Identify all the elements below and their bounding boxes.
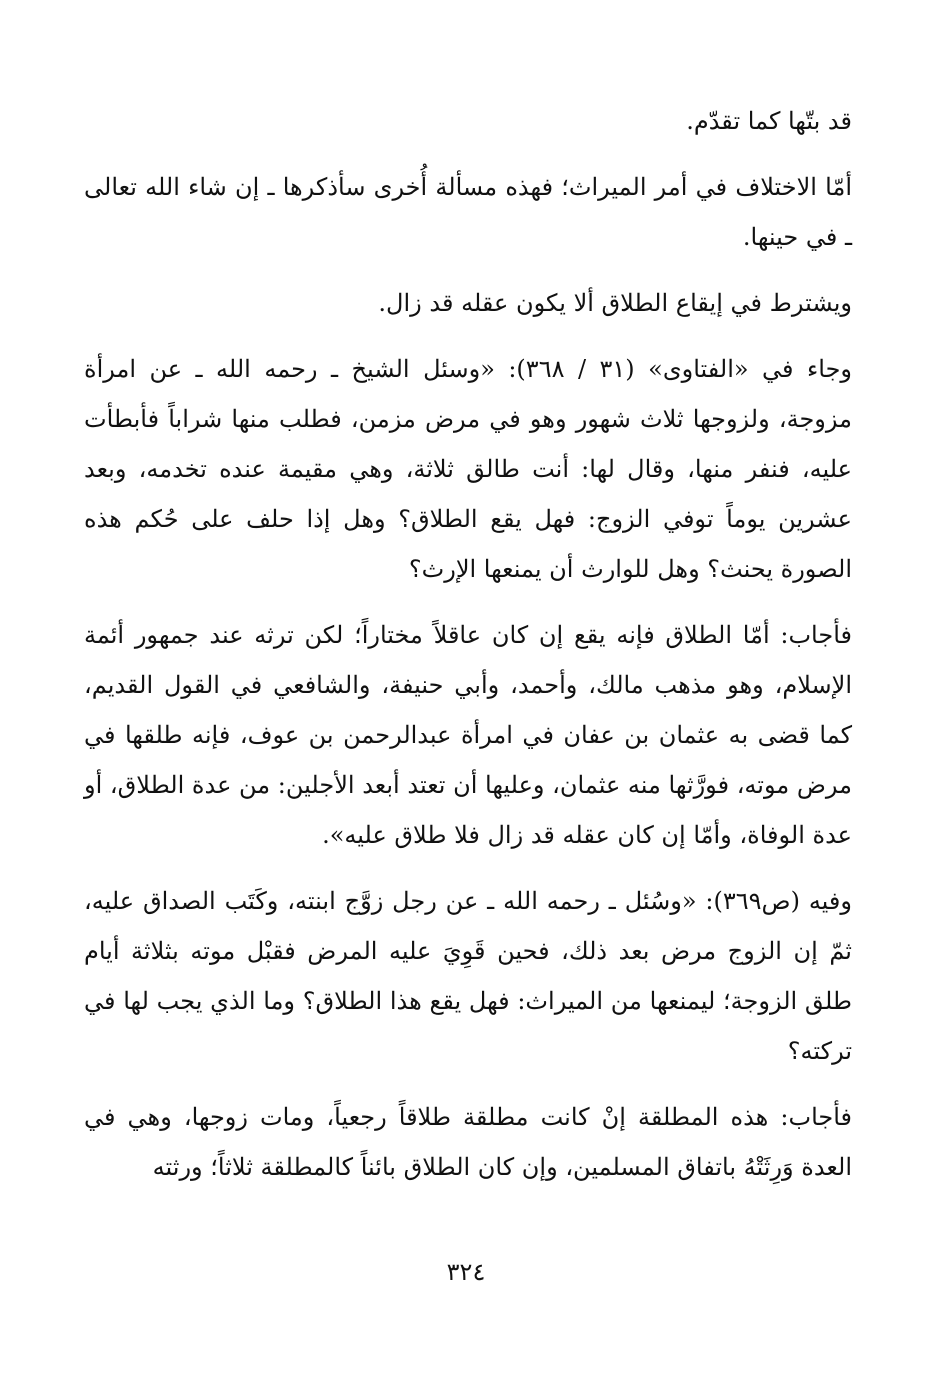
paragraph-6: وفيه (ص٣٦٩): «وسُئل ـ رحمه الله ـ عن رجل زوَّج ابنته، وكَتَب الصداق عليه، ثمّ إن الزوج مرض بعد ذلك، فحين قَوِيَ عليه المرض فقبْل موته بثلاثة أيام طلق الزوجة؛ ليمنعها من الميراث: فهل يقع هذا الطلاق؟ وما الذي يجب لها في تركته؟ [84, 887, 852, 1065]
paragraph-5: فأجاب: أمّا الطلاق فإنه يقع إن كان عاقلاً مختاراً؛ لكن ترثه عند جمهور أئمة الإسلام، وهو مذهب مالك، وأحمد، وأبي حنيفة، والشافعي في القول القديم، كما قضى به عثمان بن عفان في امرأة عبدالرحمن بن عوف، فإنه طلقها في مرض موته، فورَّثها منه عثمان، وعليها أن تعتد أبعد الأجلين: من عدة الطلاق، أو عدة الوفاة، وأمّا إن كان عقله قد زال فلا طلاق عليه». [84, 621, 852, 849]
paragraph-7: فأجاب: هذه المطلقة إنْ كانت مطلقة طلاقاً رجعياً، ومات زوجها، وهي في العدة وَرِثَتْهُ باتفاق المسلمين، وإن كان الطلاق بائناً كالمطلقة ثلاثاً؛ ورثته [84, 1103, 852, 1181]
page-number: ٣٢٤ [446, 1258, 486, 1286]
paragraph-2: أمّا الاختلاف في أمر الميراث؛ فهذه مسألة أُخرى سأذكرها ـ إن شاء الله تعالى ـ في حينها. [84, 173, 852, 251]
paragraph-4: وجاء في «الفتاوى» (٣١ / ٣٦٨): «وسئل الشيخ ـ رحمه الله ـ عن امرأة مزوجة، ولزوجها ثلاث شهور وهو في مرض مزمن، فطلب منها شراباً فأبطأت عليه، فنفر منها، وقال لها: أنت طالق ثلاثة، وهي مقيمة عنده تخدمه، وبعد عشرين يوماً توفي الزوج: فهل يقع الطلاق؟ وهل إذا حلف على حُكم هذه الصورة يحنث؟ وهل للوارث أن يمنعها الإرث؟ [84, 355, 853, 583]
page-body [84, 96, 852, 1208]
paragraph-3: ويشترط في إيقاع الطلاق ألا يكون عقله قد زال. [378, 289, 852, 317]
paragraph-1: قد بتّها كما تقدّم. [686, 107, 852, 135]
